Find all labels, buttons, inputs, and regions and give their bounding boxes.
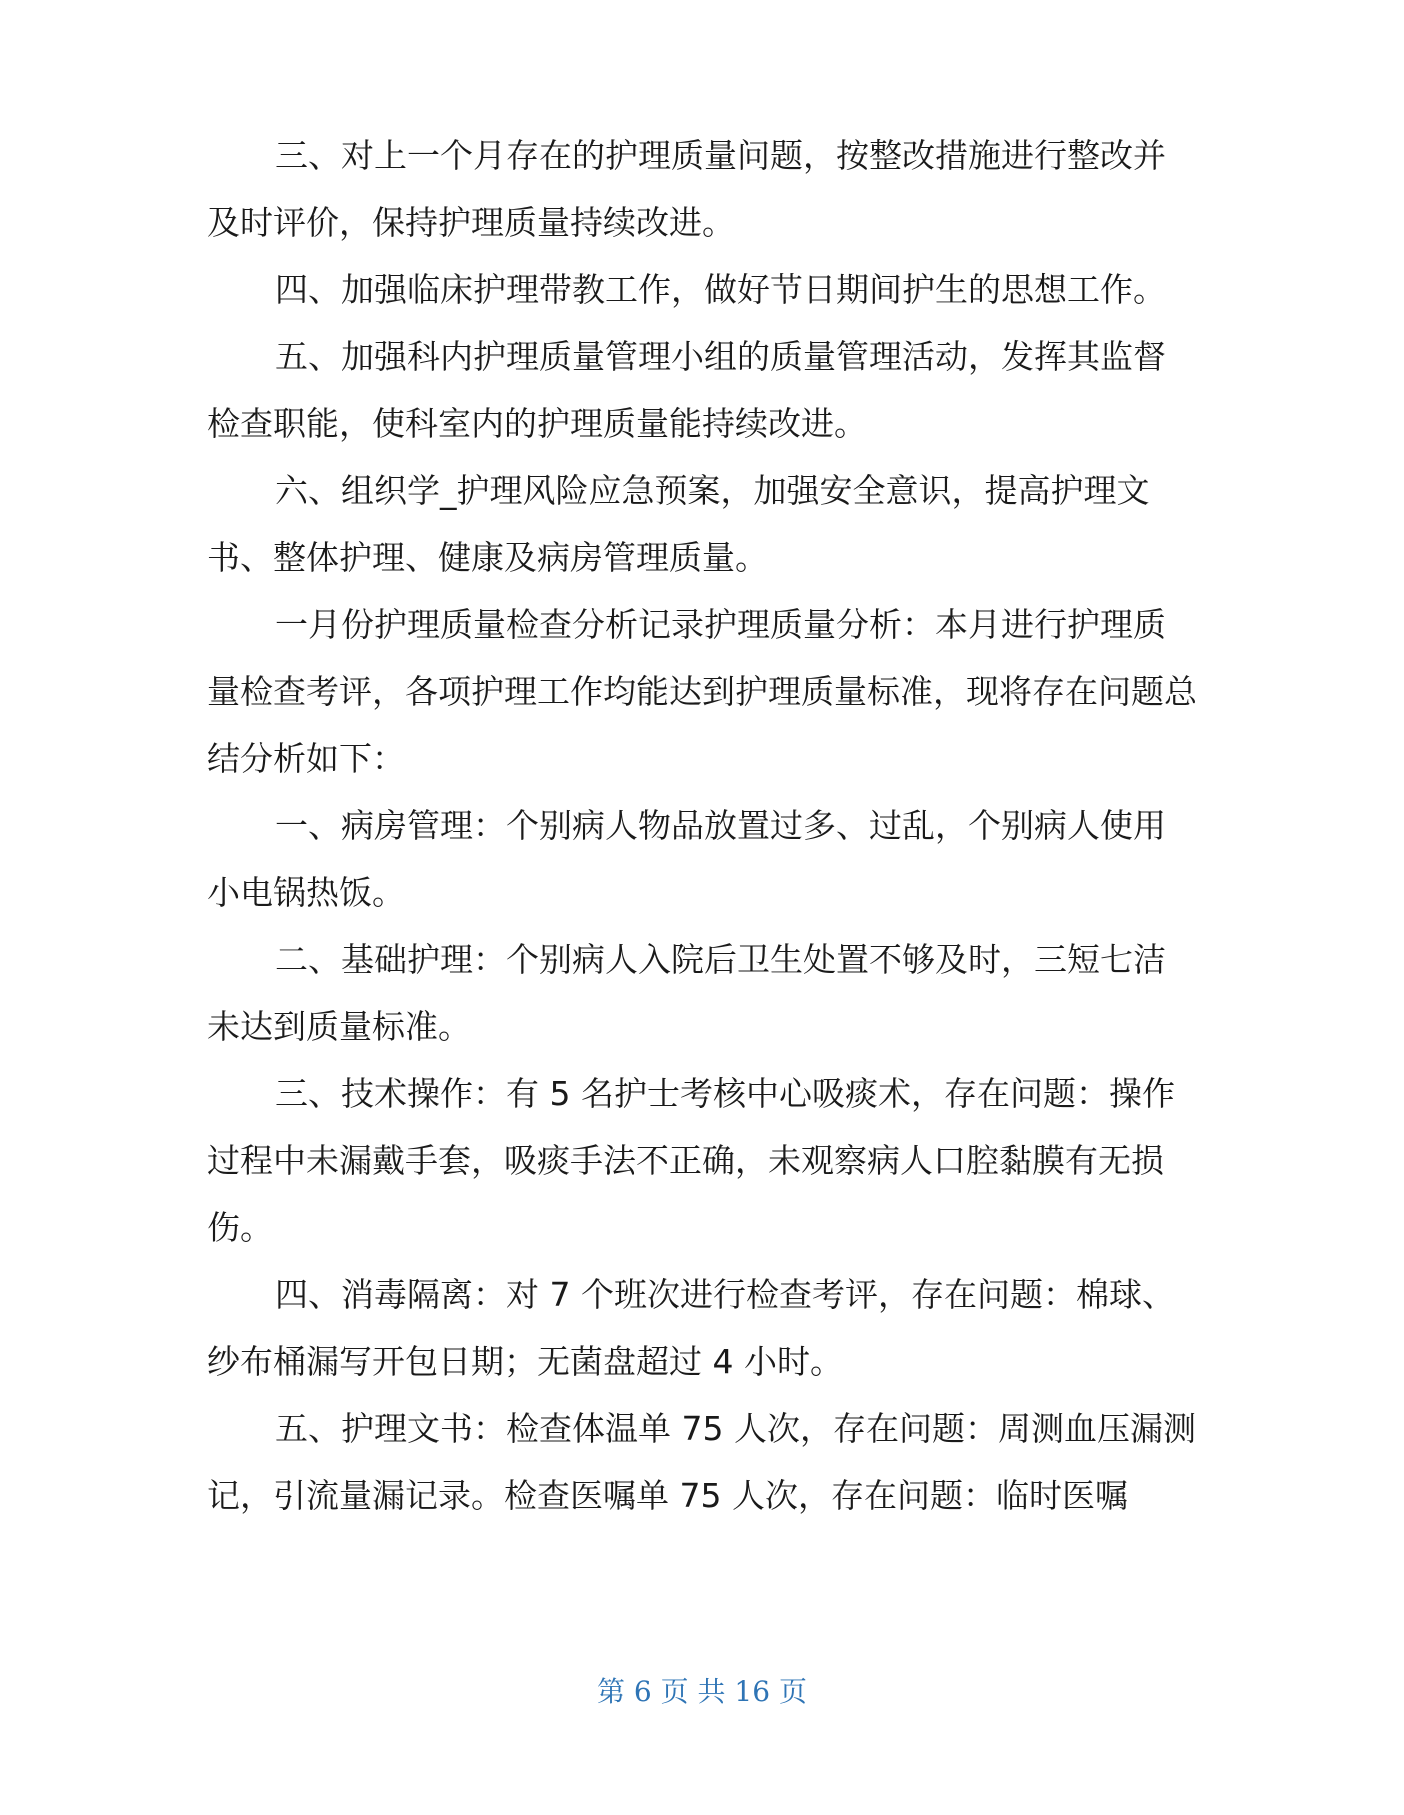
paragraph-10: 五、护理文书：检查体温单 75 人次，存在问题：周测血压漏测记，引流量漏记录。检查医嘱单 75 人次，存在问题：临时医嘱 (207, 1409, 1196, 1515)
page-number-footer: 第 6 页 共 16 页 (597, 1675, 807, 1708)
paragraph-2: 四、加强临床护理带教工作，做好节日期间护生的思想工作。 (275, 270, 1166, 309)
paragraph-5: 一月份护理质量检查分析记录护理质量分析：本月进行护理质量检查考评，各项护理工作均能达到护理质量标准，现将存在问题总结分析如下： (207, 605, 1197, 778)
paragraph-8: 三、技术操作：有 5 名护士考核中心吸痰术，存在问题：操作过程中未漏戴手套，吸痰手法不正确，未观察病人口腔黏膜有无损伤。 (207, 1074, 1175, 1247)
paragraph-3: 五、加强科内护理质量管理小组的质量管理活动，发挥其监督检查职能，使科室内的护理质量能持续改进。 (207, 337, 1166, 443)
paragraph-6: 一、病房管理：个别病人物品放置过多、过乱，个别病人使用小电锅热饭。 (207, 806, 1166, 912)
paragraph-9: 四、消毒隔离：对 7 个班次进行检查考评，存在问题：棉球、纱布桶漏写开包日期；无菌盘超过 4 小时。 (207, 1275, 1175, 1381)
paragraph-1: 三、对上一个月存在的护理质量问题，按整改措施进行整改并及时评价，保持护理质量持续改进。 (207, 136, 1166, 242)
paragraph-4: 六、组织学_护理风险应急预案，加强安全意识，提高护理文书、整体护理、健康及病房管理质量。 (207, 471, 1150, 577)
document-body (207, 122, 1197, 1529)
paragraph-7: 二、基础护理：个别病人入院后卫生处置不够及时，三短七洁未达到质量标准。 (207, 940, 1166, 1046)
